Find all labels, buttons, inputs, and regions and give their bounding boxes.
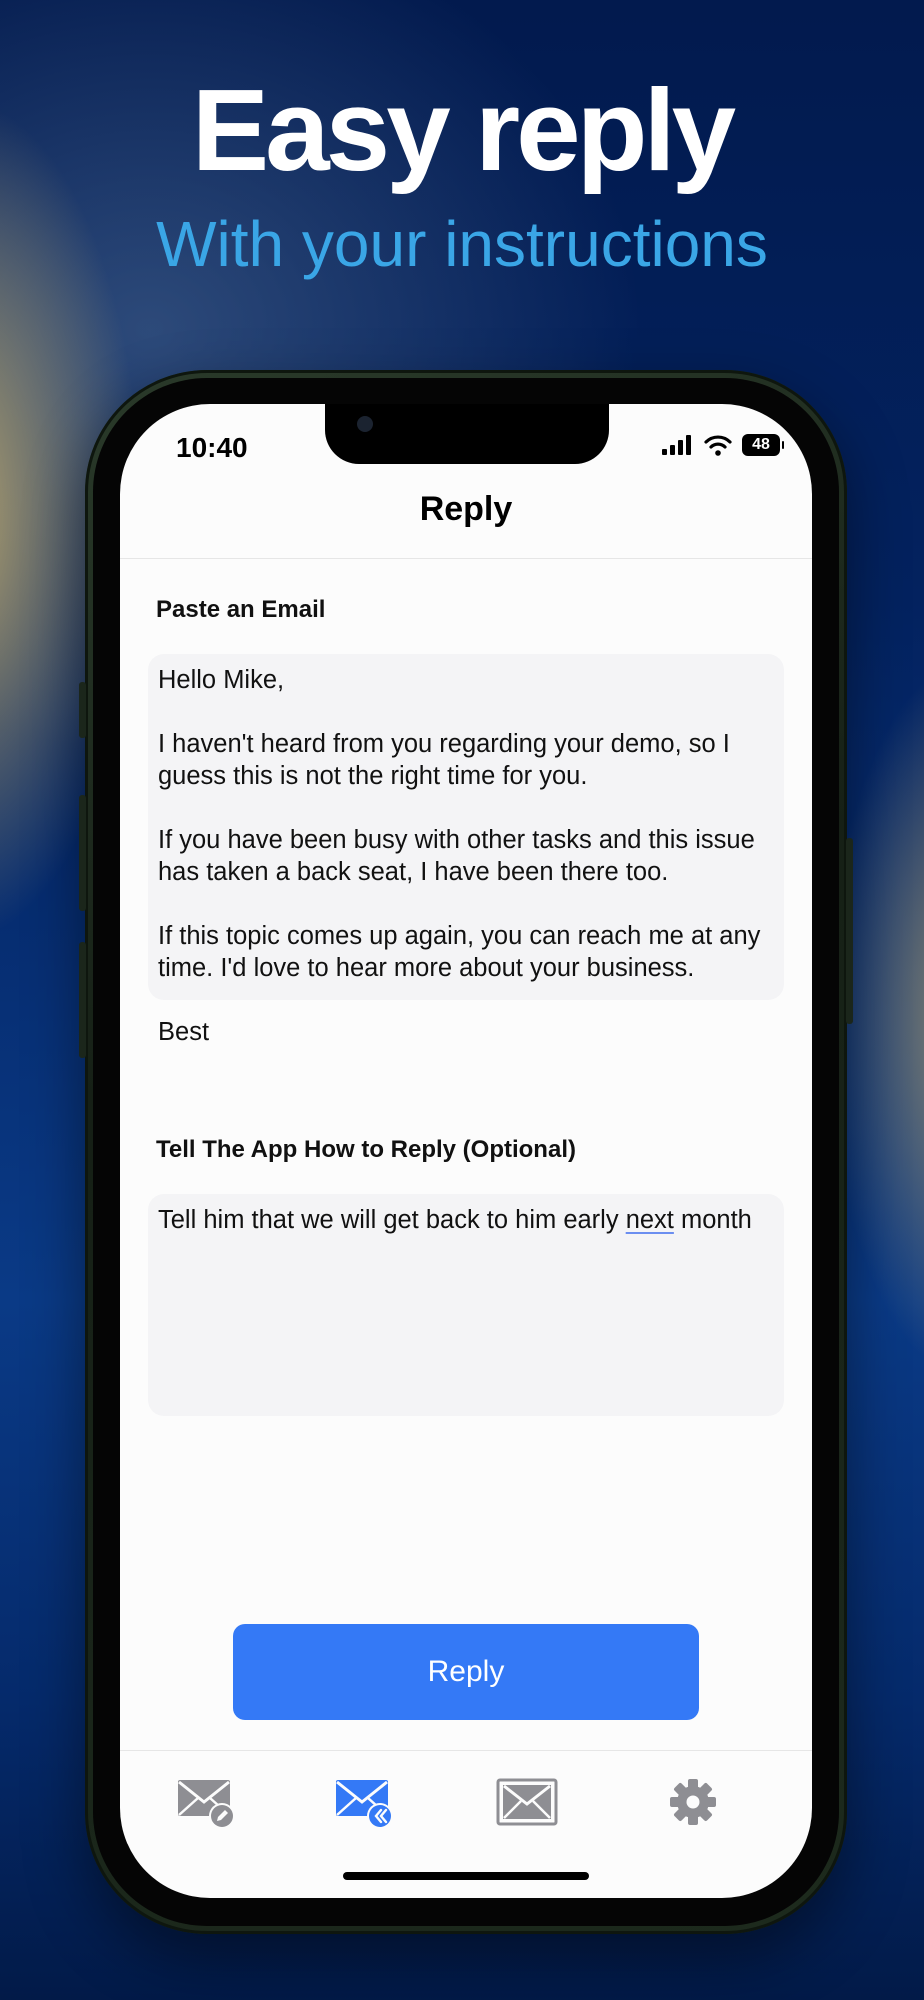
nav-divider <box>120 558 812 559</box>
instructions-input[interactable] <box>148 1194 784 1416</box>
status-time: 10:40 <box>176 432 248 463</box>
spellcheck-underline: next <box>625 1206 674 1234</box>
email-input[interactable] <box>148 654 784 1046</box>
app-screen <box>120 404 812 1898</box>
instructions-text: Tell him that we will get back to him early next month <box>158 1206 752 1234</box>
email-paragraph: If this topic comes up again, you can reach me at any time. I'd love to hear more about your business. <box>158 922 761 982</box>
email-paragraph: If you have been busy with other tasks and this issue has taken a back seat, I have been there too. <box>158 826 755 886</box>
inbox-email-icon <box>496 1774 558 1830</box>
email-paragraph: Hello Mike, <box>158 666 285 694</box>
instructions-section-label: Tell The App How to Reply (Optional) <box>156 1136 576 1163</box>
reply-email-icon <box>334 1774 396 1830</box>
battery-icon: 48 <box>742 434 780 456</box>
email-paragraph: Best <box>158 1018 210 1046</box>
page-title: Reply <box>419 490 513 528</box>
email-paragraph: I haven't heard from you regarding your demo, so I guess this is not the right time for you. <box>158 730 730 790</box>
silent-switch <box>79 682 86 738</box>
volume-down-button <box>79 942 86 1058</box>
tab-inbox[interactable] <box>492 1772 562 1832</box>
hero-title: Easy reply <box>191 65 733 195</box>
power-button <box>846 838 853 1024</box>
volume-up-button <box>79 795 86 911</box>
tab-reply[interactable] <box>330 1772 400 1832</box>
tab-settings[interactable] <box>658 1772 728 1832</box>
tab-bar-divider <box>120 1750 812 1751</box>
compose-email-icon <box>176 1774 238 1830</box>
status-icons <box>662 434 780 456</box>
reply-button[interactable]: Reply <box>233 1624 699 1720</box>
wifi-icon <box>704 434 732 456</box>
gear-icon <box>668 1777 718 1827</box>
notch <box>325 404 609 464</box>
hero-subtitle: With your instructions <box>156 208 768 280</box>
cellular-signal-icon <box>662 435 694 455</box>
tab-compose[interactable] <box>172 1772 242 1832</box>
email-section-label: Paste an Email <box>156 596 326 623</box>
home-indicator <box>343 1872 589 1880</box>
